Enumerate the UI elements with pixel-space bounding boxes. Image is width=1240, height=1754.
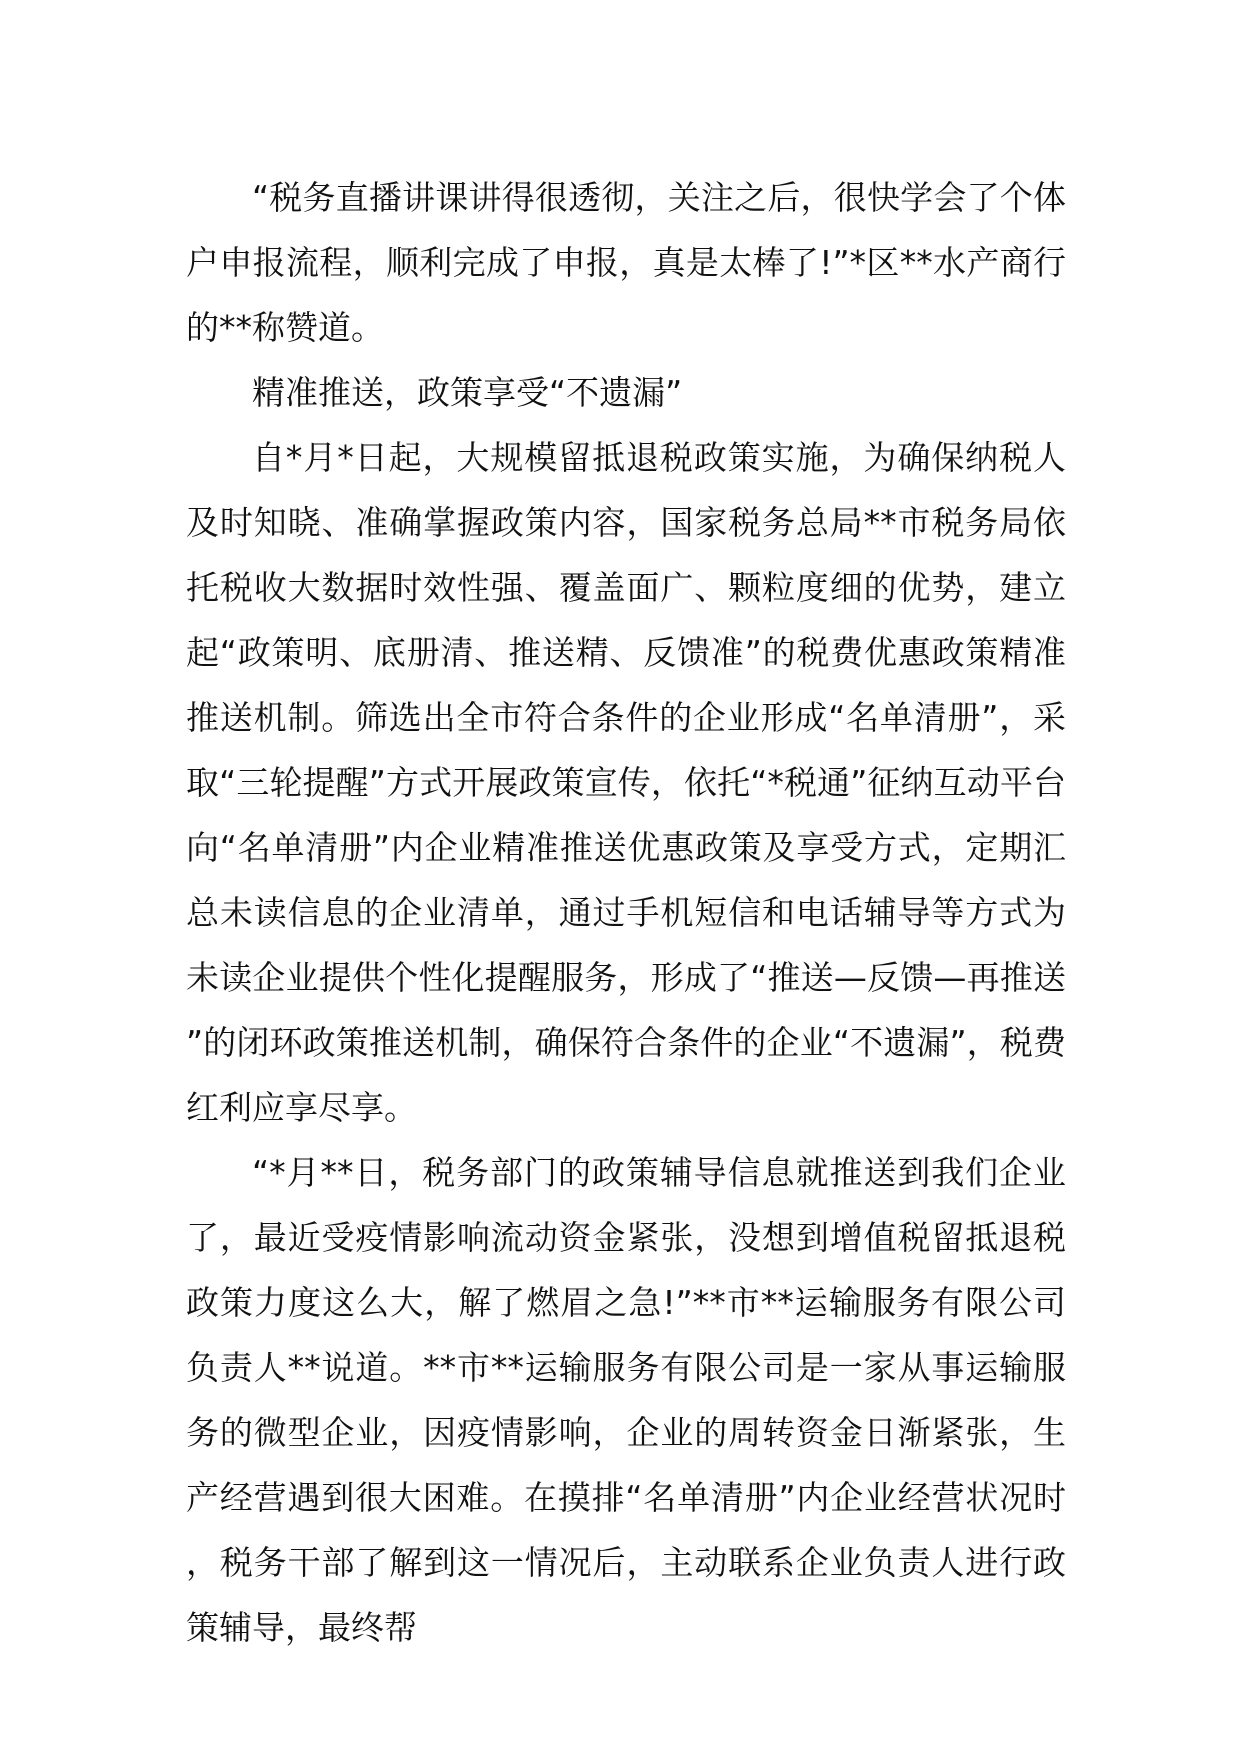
document-body: [186, 165, 1066, 1660]
paragraph-testimonial-livestream: “税务直播讲课讲得很透彻，关注之后，很快学会了个体户申报流程，顺利完成了申报，真是太棒了!”*区**水产商行的**称赞道。: [186, 178, 1066, 347]
section-heading: 精准推送，政策享受“不遗漏”: [252, 373, 683, 412]
paragraph-policy-push: 自*月*日起，大规模留抵退税政策实施，为确保纳税人及时知晓、准确掌握政策内容，国家税务总局**市税务局依托税收大数据时效性强、覆盖面广、颗粒度细的优势，建立起“政策明、底册清、推送精、反馈准”的税费优惠政策精准推送机制。筛选出全市符合条件的企业形成“名单清册”，采取“三轮提醒”方式开展政策宣传，依托“*税通”征纳互动平台向“名单清册”内企业精准推送优惠政策及享受方式，定期汇总未读信息的企业清单，通过手机短信和电话辅导等方式为未读企业提供个性化提醒服务，形成了“推送—反馈—再推送”的闭环政策推送机制，确保符合条件的企业“不遗漏”，税费红利应享尽享。: [186, 438, 1066, 1127]
paragraph-testimonial-transport: “*月**日，税务部门的政策辅导信息就推送到我们企业了，最近受疫情影响流动资金紧张，没想到增值税留抵退税政策力度这么大，解了燃眉之急!”**市**运输服务有限公司负责人**说道。**市**运输服务有限公司是一家从事运输服务的微型企业，因疫情影响，企业的周转资金日渐紧张，生产经营遇到很大困难。在摸排“名单清册”内企业经营状况时，税务干部了解到这一情况后，主动联系企业负责人进行政策辅导，最终帮: [186, 1153, 1066, 1647]
